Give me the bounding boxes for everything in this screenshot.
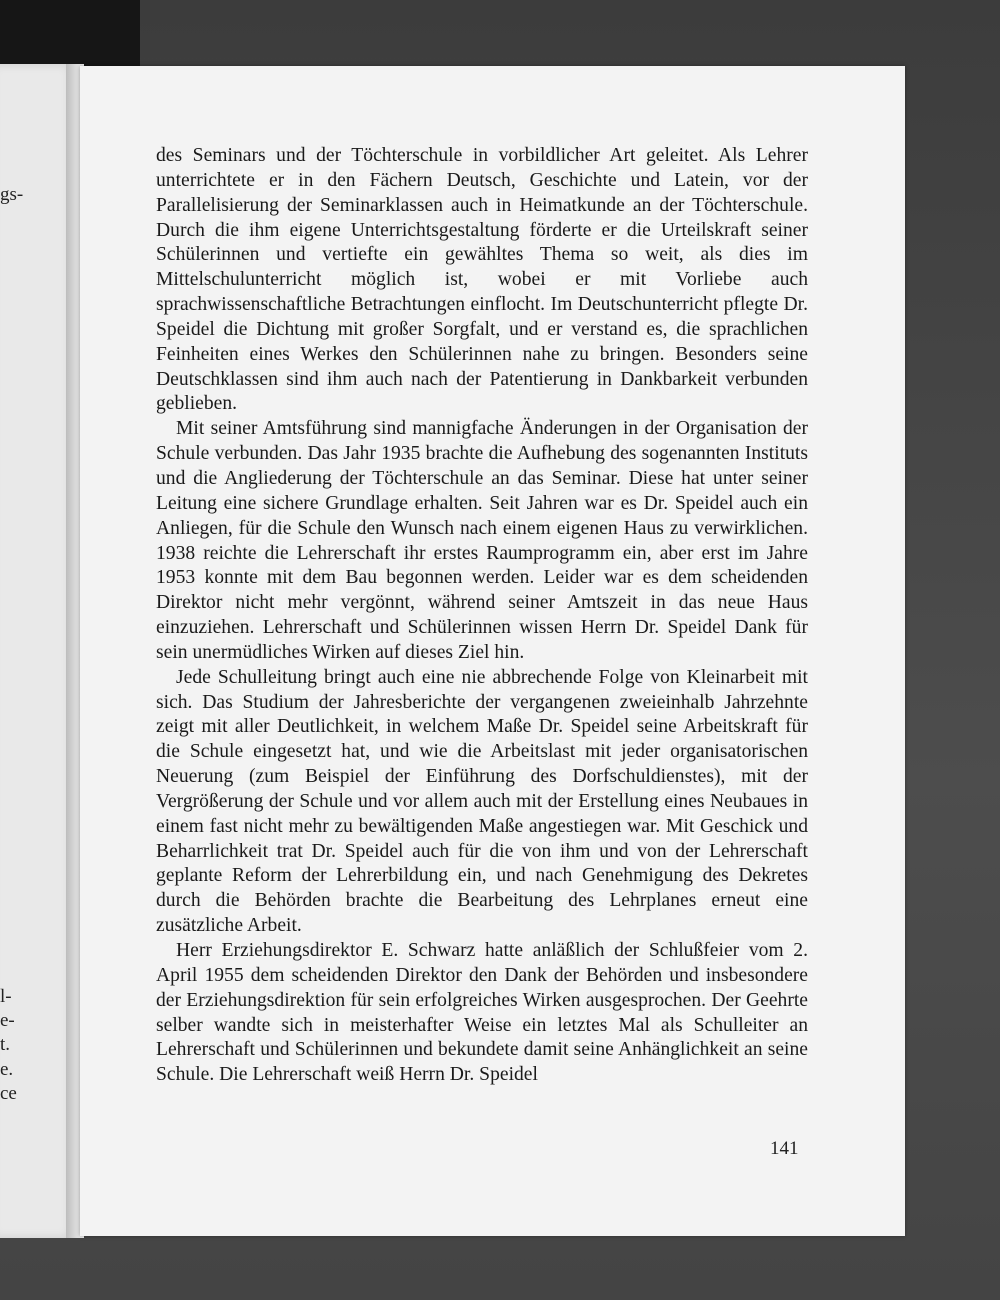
page-number: 141 — [770, 1138, 799, 1159]
book-page — [80, 66, 905, 1236]
left-fragment: l- — [0, 986, 12, 1007]
paragraph: des Seminars und der Töchterschule in vorbildlicher Art geleitet. Als Lehrer unterrichtete er in den Fächern Deutsch, Geschichte und Latein, vor der Parallelisierung der Seminarklassen auch in Heimatkunde an der Töchterschule. Durch die ihm eigene Unterrichtsgestaltung förderte er die Urteilskraft seiner Schülerinnen und vertiefte ein gewähltes Thema so weit, als dies im Mittelschulunterricht möglich ist, wobei er mit Vorliebe auch sprachwissenschaftliche Betrachtungen einflocht. Im Deutschunterricht pflegte Dr. Speidel die Dichtung mit großer Sorgfalt, und er verstand es, die sprachlichen Feinheiten eines Werkes den Schülerinnen nahe zu bringen. Besonders seine Deutschklassen sind ihm auch nach der Patentierung in Dankbarkeit verbunden geblieben. — [156, 145, 808, 415]
body-text — [156, 144, 808, 1088]
left-fragment: gs- — [0, 184, 24, 205]
left-fragment: e- — [0, 1010, 15, 1031]
paragraph: Jede Schulleitung bringt auch eine nie abbrechende Folge von Kleinarbeit mit sich. Das Studium der Jahresberichte der vergangenen zweieinhalb Jahrzehnte zeigt mit aller Deutlichkeit, in welchem Maße Dr. Speidel seine Arbeitskraft für die Schule eingesetzt hat, und wie die Arbeitslast mit jeder organisatorischen Neuerung (zum Beispiel der Einführung des Dorfschuldienstes), mit der Vergrößerung der Schule und vor allem auch mit der Erstellung eines Neubaues in einem fast nicht mehr zu bewältigenden Maße angestiegen war. Mit Geschick und Beharrlichkeit trat Dr. Speidel auch für die von ihm und von der Lehrerschaft geplante Reform der Lehrerbildung ein, und nach Genehmigung des Dekretes durch die Behörden brachte die Bearbeitung des Lehrplanes erneut eine zusätzliche Arbeit. — [156, 666, 808, 937]
paragraph: Mit seiner Amtsführung sind mannigfache Änderungen in der Organisation der Schule verbunden. Das Jahr 1935 brachte die Aufhebung des sogenannten Instituts und die Angliederung der Töchterschule an das Seminar. Diese hat unter seiner Leitung eine sichere Grundlage erhalten. Seit Jahren war es Dr. Speidel auch ein Anliegen, für die Schule den Wunsch nach einem eigenen Haus zu verwirklichen. 1938 reichte die Lehrerschaft ihr erstes Raumprogramm ein, aber erst im Jahre 1953 konnte mit dem Bau begonnen werden. Leider war es dem scheidenden Direktor nicht mehr vergönnt, während seiner Amtszeit in das neue Haus einzuziehen. Lehrerschaft und Schülerinnen wissen Herrn Dr. Speidel Dank für sein unermüdliches Wirken auf dieses Ziel hin. — [156, 418, 808, 663]
left-fragment: t. — [0, 1034, 11, 1055]
left-fragment: ce — [0, 1083, 17, 1104]
paragraph: Herr Erziehungsdirektor E. Schwarz hatte anläßlich der Schlußfeier vom 2. April 1955 dem scheidenden Direktor den Dank der Behörden und insbesondere der Erziehungsdirektion für sein erfolgreiches Wirken ausgesprochen. Der Geehrte selber wandte sich in meisterhafter Weise ein letztes Mal als Schulleiter an Lehrerschaft und Schülerinnen und bekundete damit seine Anhänglichkeit an seine Schule. Die Lehrerschaft weiß Herrn Dr. Speidel — [156, 940, 808, 1086]
left-fragment: e. — [0, 1059, 14, 1080]
